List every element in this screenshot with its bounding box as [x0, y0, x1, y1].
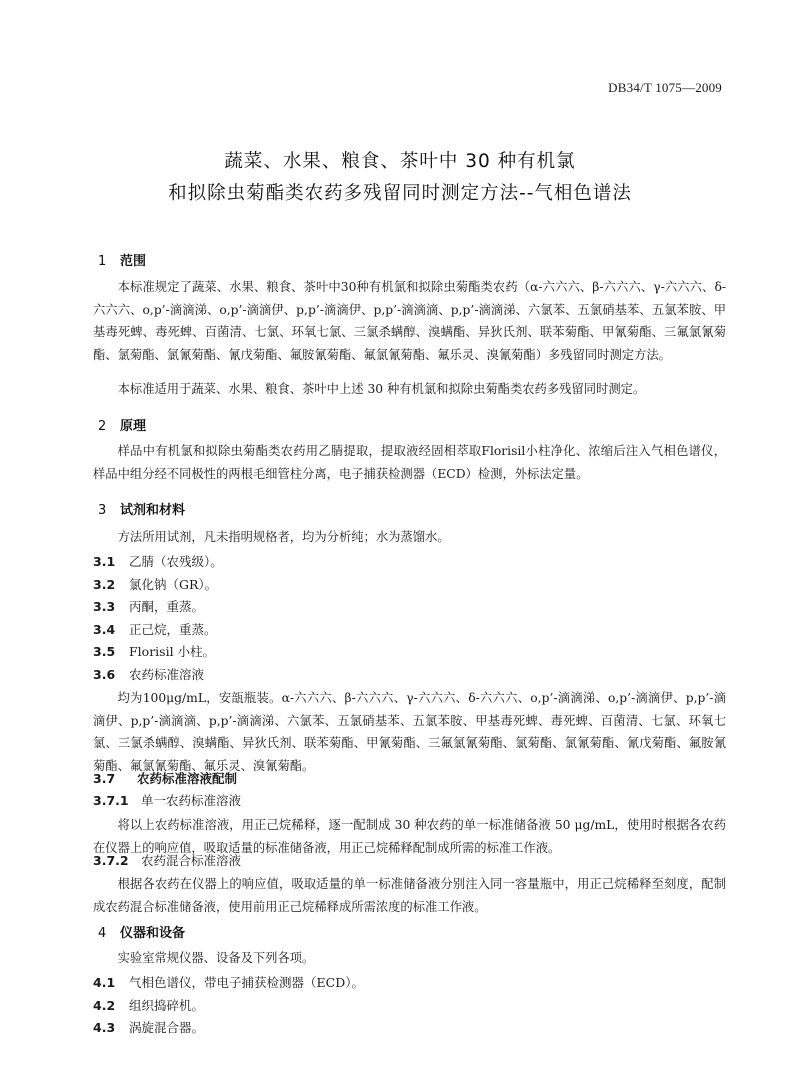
subsection-title: 农药标准溶液配制 — [137, 771, 238, 786]
item-text: Florisil 小柱。 — [129, 644, 216, 659]
subsection-number: 3.7 — [93, 771, 116, 786]
subsection-3-7-1-heading — [93, 791, 241, 809]
subsection-3-7-1-paragraph: 将以上农药标准溶液，用正己烷稀释，逐一配制成 30 种农药的单一标准储备液 50 μg/mL，使用时根据各农药在仪器上的响应值，吸取适量的标准储备液，用正己烷稀释配制成所需的标准工作液。 — [93, 818, 726, 855]
section-1-paragraph-2: 本标准适用于蔬菜、水果、粮食、茶叶中上述 30 种有机氯和拟除虫菊酯类农药多残留同时测定。 — [117, 382, 646, 396]
section-title: 原理 — [120, 419, 147, 434]
subsection-3-7-2-heading — [93, 851, 241, 869]
item-number: 3.6 — [93, 667, 116, 682]
section-2-paragraph: 样品中有机氯和拟除虫菊酯类农药用乙腈提取，提取液经固相萃取Florisil小柱净化、浓缩后注入气相色谱仪，样品中组分经不同极性的两根毛细管柱分离，电子捕获检测器（ECD）检测，外标法定量。 — [93, 444, 726, 481]
item-text: 丙酮，重蒸。 — [129, 599, 205, 614]
section-3-heading — [98, 499, 185, 518]
section-2-heading — [98, 415, 146, 434]
title-line-1: 蔬菜、水果、粮食、茶叶中 30 种有机氯 — [224, 151, 576, 172]
item-text: 涡旋混合器。 — [129, 1020, 205, 1035]
item-4-2 — [93, 996, 204, 1014]
item-3-2 — [93, 575, 217, 593]
item-3-3 — [93, 597, 204, 615]
item-number: 3.2 — [93, 577, 116, 592]
item-3-6 — [93, 665, 204, 683]
item-3-6-paragraph: 均为100μg/mL，安瓿瓶装。α-六六六、β-六六六、γ-六六六、δ-六六六、o,p’-滴滴涕、o,p’-滴滴伊、p,p’-滴滴伊、p,p’-滴滴滴、p,p’-滴滴涕、六氯苯、五氯硝基苯、五氯苯胺、甲基毒死蜱、毒死蜱、百菌清、七氯、环氧七氯、三氯杀螨醇、溴螨酯、异狄氏剂、联苯菊酯、甲氰菊酯、三氟氯氰菊酯、氯菊酯、氯氰菊酯、氰戊菊酯、氟胺氰菊酯、氟氯氰菊酯、氟乐灵、溴氰菊酯。 — [93, 691, 726, 773]
subsection-3-7-2-paragraph: 根据各农药在仪器上的响应值，吸取适量的单一标准储备液分别注入同一容量瓶中，用正己烷稀释至刻度，配制成农药混合标准储备液，使用前用正己烷稀释成所需浓度的标准工作液。 — [93, 877, 726, 914]
item-number: 4.2 — [93, 998, 116, 1013]
section-number: 3 — [98, 503, 107, 518]
section-1-heading — [98, 250, 146, 269]
item-number: 3.1 — [93, 554, 116, 569]
section-4-heading — [98, 922, 185, 941]
item-text: 气相色谱仪，带电子捕获检测器（ECD）。 — [129, 975, 364, 990]
item-text: 氯化钠（GR）。 — [129, 577, 218, 592]
section-4-intro: 实验室常规仪器、设备及下列各项。 — [117, 951, 315, 965]
item-3-4 — [93, 620, 217, 638]
section-title: 仪器和设备 — [120, 926, 186, 941]
section-title: 范围 — [120, 254, 147, 269]
item-number: 3.3 — [93, 599, 116, 614]
item-text: 组织捣碎机。 — [129, 998, 205, 1013]
section-title: 试剂和材料 — [120, 503, 186, 518]
subsection-title: 农药混合标准溶液 — [141, 853, 242, 868]
subsection-number: 3.7.2 — [93, 853, 129, 868]
section-3-intro: 方法所用试剂，凡未指明规格者，均为分析纯；水为蒸馏水。 — [117, 530, 450, 544]
item-text: 农药标准溶液 — [129, 667, 205, 682]
subsection-number: 3.7.1 — [93, 793, 129, 808]
subsection-3-7-heading — [93, 769, 237, 787]
standard-code: DB34/T 1075—2009 — [608, 80, 722, 95]
item-4-1 — [93, 973, 364, 991]
section-number: 2 — [98, 419, 107, 434]
item-number: 3.5 — [93, 644, 116, 659]
subsection-title: 单一农药标准溶液 — [141, 793, 242, 808]
item-text: 乙腈（农残级）。 — [129, 554, 223, 569]
item-3-1 — [93, 552, 223, 570]
item-number: 4.1 — [93, 975, 116, 990]
item-4-3 — [93, 1018, 204, 1036]
document-title — [0, 146, 800, 210]
section-1-paragraph-1: 本标准规定了蔬菜、水果、粮食、茶叶中30种有机氯和拟除虫菊酯类农药（α-六六六、β-六六六、γ-六六六、δ-六六六、o,p’-滴滴涕、o,p’-滴滴伊、p,p’-滴滴伊、p,p’-滴滴滴、p,p’-滴滴涕、六氯苯、五氯硝基苯、五氯苯胺、甲基毒死蜱、毒死蜱、百菌清、七氯、环氧七氯、三氯杀螨醇、溴螨酯、异狄氏剂、联苯菊酯、甲氰菊酯、三氟氯氰菊酯、氯菊酯、氯氰菊酯、氰戊菊酯、氟胺氰菊酯、氟氯氰菊酯、氟乐灵、溴氰菊酯）多残留同时测定方法。 — [93, 280, 726, 362]
item-number: 3.4 — [93, 622, 116, 637]
item-number: 4.3 — [93, 1020, 116, 1035]
item-3-5 — [93, 642, 215, 660]
section-number: 4 — [98, 926, 107, 941]
item-text: 正己烷，重蒸。 — [129, 622, 217, 637]
section-number: 1 — [98, 254, 107, 269]
title-line-2: 和拟除虫菊酯类农药多残留同时测定方法--气相色谱法 — [168, 183, 632, 204]
